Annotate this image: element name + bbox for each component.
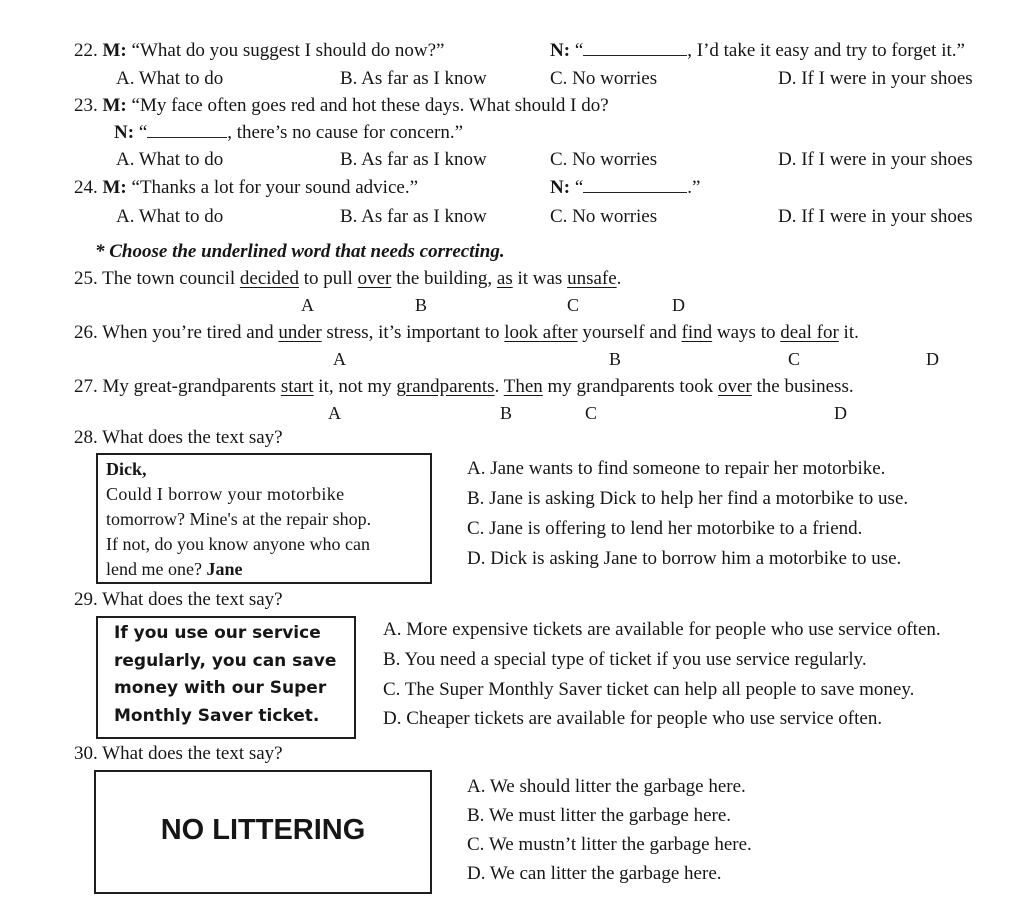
- sentence-text: .: [616, 268, 622, 289]
- sentence-text: stress, it’s important to: [321, 322, 505, 343]
- underlined-word-a[interactable]: start: [280, 376, 314, 397]
- sentence-text: the business.: [751, 376, 854, 397]
- option-letter-c: C: [567, 295, 580, 315]
- question-number: 25.: [74, 268, 98, 289]
- note-greeting: Dick,: [106, 459, 147, 479]
- underlined-word-d[interactable]: unsafe: [567, 268, 617, 289]
- note-signature: Jane: [206, 559, 243, 579]
- option-letter-d: D: [672, 295, 685, 315]
- note-text: lend me one?: [106, 559, 202, 579]
- question-number: 26.: [74, 322, 98, 343]
- open-quote: “: [574, 177, 584, 198]
- sentence-text: to pull: [298, 268, 358, 289]
- q22-response: [550, 40, 965, 62]
- sentence-text: yourself and: [577, 322, 682, 343]
- q22-option-a[interactable]: A. What to do: [116, 68, 224, 89]
- note-content: [98, 455, 430, 584]
- q23-response: [114, 122, 463, 144]
- q24-response: [550, 177, 700, 199]
- q28-option-a[interactable]: A. Jane wants to find someone to repair her motorbike.: [467, 458, 886, 479]
- response-text: , I’d take it easy and try to forget it.”: [687, 40, 965, 61]
- note-line: tomorrow? Mine's at the repair shop.: [106, 509, 372, 529]
- question-text: What does the text say?: [102, 743, 283, 764]
- underlined-word-c[interactable]: as: [496, 268, 513, 289]
- q28-option-c[interactable]: C. Jane is offering to lend her motorbike to a friend.: [467, 518, 863, 539]
- q29-option-a[interactable]: A. More expensive tickets are available for people who use service often.: [383, 619, 941, 640]
- q23-option-b[interactable]: B. As far as I know: [340, 149, 487, 170]
- option-letter-b: B: [609, 349, 622, 369]
- answer-blank[interactable]: [583, 40, 687, 56]
- section-heading: * Choose the underlined word that needs correcting.: [95, 241, 505, 262]
- question-number: 23.: [74, 95, 98, 116]
- q29-option-d[interactable]: D. Cheaper tickets are available for people who use service often.: [383, 708, 883, 729]
- note-line: Could I borrow your motorbike: [106, 484, 345, 504]
- q29-option-c[interactable]: C. The Super Monthly Saver ticket can help all people to save money.: [383, 679, 915, 700]
- q22-prompt: [74, 40, 444, 62]
- underlined-word-b[interactable]: look after: [504, 322, 578, 343]
- q30-question: [74, 743, 283, 765]
- notice-box: [96, 616, 356, 739]
- note-box: [96, 453, 432, 584]
- sentence-text: .: [494, 376, 504, 397]
- speaker-n-label: N:: [550, 177, 571, 198]
- q24-option-a[interactable]: A. What to do: [116, 206, 224, 227]
- speaker-m-text: “My face often goes red and hot these days. What should I do?: [131, 95, 609, 116]
- q30-option-b[interactable]: B. We must litter the garbage here.: [467, 805, 732, 826]
- notice-line: Monthly Saver ticket.: [114, 705, 320, 726]
- sentence-text: it.: [838, 322, 859, 343]
- notice-line: regularly, you can save: [114, 650, 337, 671]
- option-letter-b: B: [500, 403, 513, 423]
- sign-box: [94, 770, 432, 894]
- question-number: 30.: [74, 743, 98, 764]
- open-quote: “: [138, 122, 148, 143]
- speaker-n-label: N:: [114, 122, 135, 143]
- sentence-text: ways to: [712, 322, 781, 343]
- sentence-text: The town council: [102, 268, 240, 289]
- underlined-word-b[interactable]: grandparents: [396, 376, 495, 397]
- option-letter-d: D: [834, 403, 847, 423]
- q23-prompt: [74, 95, 609, 117]
- option-letter-a: A: [328, 403, 341, 423]
- q24-prompt: [74, 177, 418, 199]
- q29-option-b[interactable]: B. You need a special type of ticket if you use service regularly.: [383, 649, 867, 670]
- question-number: 24.: [74, 177, 98, 198]
- option-letter-c: C: [788, 349, 801, 369]
- note-line: If not, do you know anyone who can: [106, 534, 370, 554]
- q22-option-b[interactable]: B. As far as I know: [340, 68, 487, 89]
- speaker-n-label: N:: [550, 40, 571, 61]
- underlined-word-c[interactable]: find: [681, 322, 713, 343]
- q23-option-d[interactable]: D. If I were in your shoes: [778, 149, 973, 170]
- q22-option-c[interactable]: C. No worries: [550, 68, 658, 89]
- speaker-m-label: M:: [102, 40, 127, 61]
- q27-sentence: [74, 376, 854, 398]
- notice-line: If you use our service: [114, 623, 321, 643]
- q29-question: [74, 589, 283, 611]
- speaker-m-text: “Thanks a lot for your sound advice.”: [131, 177, 419, 198]
- note-line: [106, 557, 422, 582]
- option-letter-a: A: [301, 295, 314, 315]
- response-text: .”: [687, 177, 701, 198]
- option-letter-c: C: [585, 403, 598, 423]
- q23-option-a[interactable]: A. What to do: [116, 149, 224, 170]
- q28-option-d[interactable]: D. Dick is asking Jane to borrow him a motorbike to use.: [467, 548, 902, 569]
- question-text: What does the text say?: [102, 589, 283, 610]
- question-number: 28.: [74, 427, 98, 448]
- speaker-m-label: M:: [102, 177, 127, 198]
- speaker-m-label: M:: [102, 95, 127, 116]
- sentence-text: When you’re tired and: [102, 322, 279, 343]
- underlined-word-d[interactable]: over: [717, 376, 752, 397]
- sentence-text: my grandparents took: [542, 376, 718, 397]
- response-text: , there’s no cause for concern.”: [227, 122, 464, 143]
- speaker-m-text: “What do you suggest I should do now?”: [131, 40, 445, 61]
- q30-option-d[interactable]: D. We can litter the garbage here.: [467, 863, 722, 884]
- no-littering-sign: NO LITTERING: [160, 814, 366, 846]
- question-number: 27.: [74, 376, 98, 397]
- q22-option-d[interactable]: D. If I were in your shoes: [778, 68, 973, 89]
- underlined-word-b[interactable]: over: [357, 268, 392, 289]
- underlined-word-a[interactable]: under: [278, 322, 322, 343]
- sentence-text: it was: [512, 268, 568, 289]
- answer-blank[interactable]: [583, 177, 687, 193]
- sentence-text: My great-grandparents: [102, 376, 281, 397]
- notice-line: money with our Super: [114, 678, 327, 698]
- notice-content: [98, 618, 354, 732]
- q24-option-c[interactable]: C. No worries: [550, 206, 658, 227]
- option-letter-d: D: [926, 349, 939, 369]
- sentence-text: the building,: [391, 268, 497, 289]
- option-letter-b: B: [415, 295, 428, 315]
- q23-option-c[interactable]: C. No worries: [550, 149, 658, 170]
- option-letter-a: A: [333, 349, 346, 369]
- underlined-word-a[interactable]: decided: [239, 268, 299, 289]
- question-number: 29.: [74, 589, 98, 610]
- q24-option-d[interactable]: D. If I were in your shoes: [778, 206, 973, 227]
- answer-blank[interactable]: [147, 122, 227, 138]
- q30-option-c[interactable]: C. We mustn’t litter the garbage here.: [467, 834, 752, 855]
- q28-option-b[interactable]: B. Jane is asking Dick to help her find a motorbike to use.: [467, 488, 909, 509]
- q26-sentence: [74, 322, 859, 344]
- q25-sentence: [74, 268, 621, 290]
- sentence-text: it, not my: [313, 376, 397, 397]
- question-number: 22.: [74, 40, 98, 61]
- underlined-word-d[interactable]: deal for: [780, 322, 839, 343]
- q28-question: [74, 427, 283, 449]
- question-text: What does the text say?: [102, 427, 283, 448]
- underlined-word-c[interactable]: Then: [503, 376, 543, 397]
- open-quote: “: [574, 40, 584, 61]
- q30-option-a[interactable]: A. We should litter the garbage here.: [467, 776, 746, 797]
- q24-option-b[interactable]: B. As far as I know: [340, 206, 487, 227]
